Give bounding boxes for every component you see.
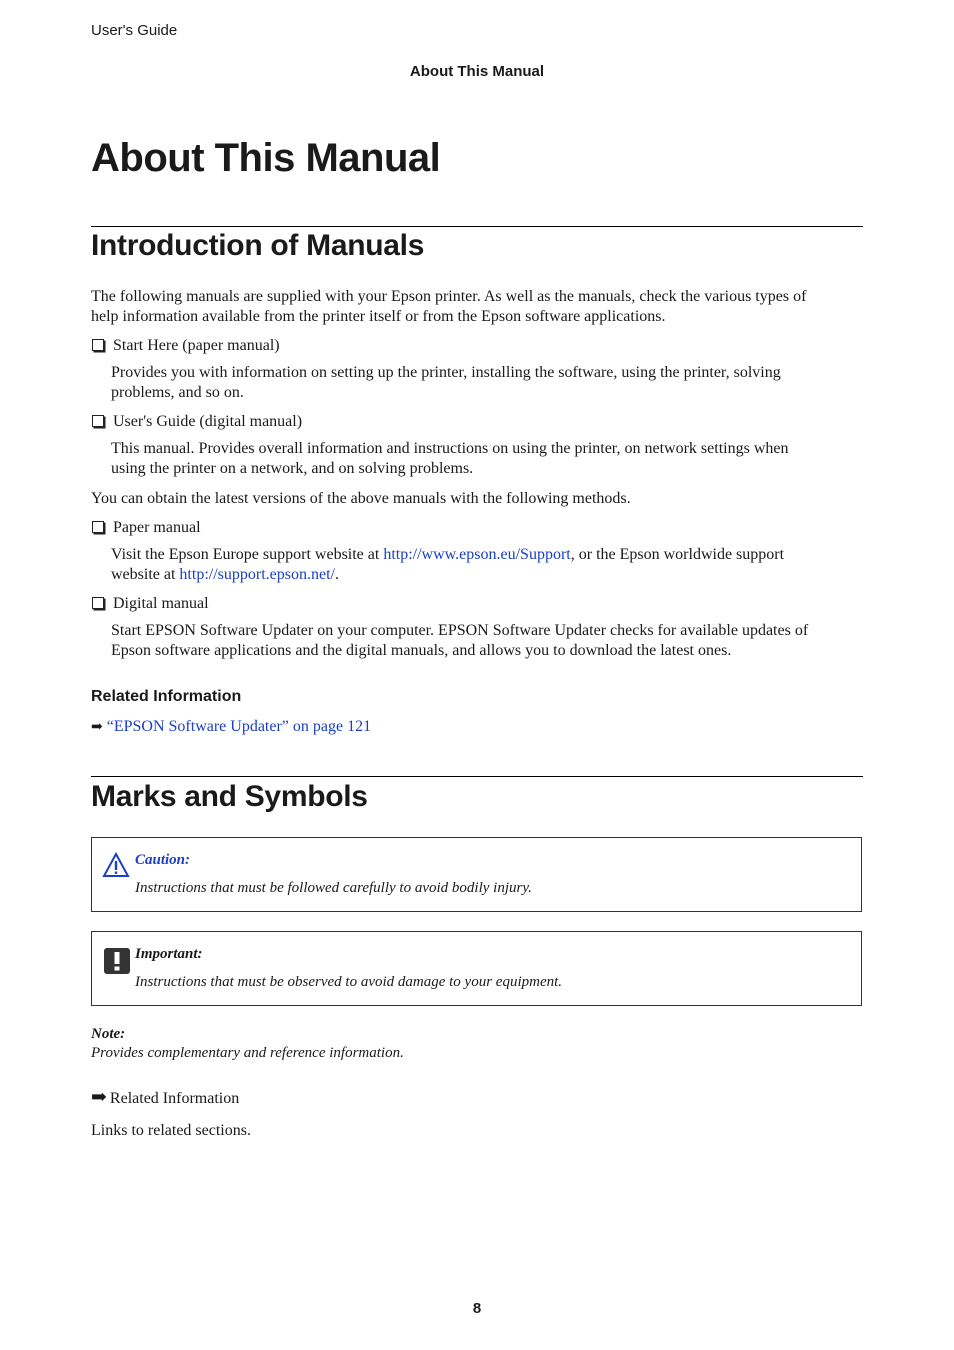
intro-line-1: The following manuals are supplied with your Epson printer. As well as the manuals, check the various types of — [91, 288, 807, 305]
description-line — [111, 545, 841, 565]
exclamation-icon — [104, 948, 130, 974]
epson-worldwide-support-link[interactable]: http://support.epson.net/ — [179, 566, 335, 583]
software-updater-link[interactable]: “EPSON Software Updater” on page 121 — [106, 718, 372, 735]
caution-box — [91, 837, 862, 912]
description-line: Epson software applications and the digital manuals, and allows you to download the latest ones. — [111, 642, 732, 659]
note-body: Provides complementary and reference information. — [91, 1045, 404, 1061]
important-box — [91, 931, 862, 1006]
list-item-label: Start Here (paper manual) — [113, 337, 280, 354]
checkbox-bullet-icon — [92, 597, 104, 609]
description-line: Start EPSON Software Updater on your computer. EPSON Software Updater checks for available updates of — [111, 622, 809, 639]
list-item-description — [111, 439, 841, 479]
important-title: Important: — [135, 946, 203, 962]
description-text: . — [334, 566, 339, 583]
section-divider — [91, 226, 863, 227]
arrow-right-icon: ➡ — [91, 720, 103, 735]
list-item-users-guide — [91, 412, 302, 432]
section-heading-introduction: Introduction of Manuals — [91, 229, 425, 262]
list-item-label: Digital manual — [113, 595, 209, 612]
related-link-row — [91, 717, 371, 738]
list-item-label: User's Guide (digital manual) — [113, 413, 303, 430]
intro-line-2: help information available from the printer itself or from the Epson software applications. — [91, 308, 666, 325]
list-item-description — [111, 621, 841, 661]
list-item-description — [111, 545, 841, 585]
note-title: Note: — [91, 1026, 126, 1042]
related-information-label: Related Information — [109, 1090, 240, 1107]
running-header-guide: User's Guide — [91, 22, 178, 39]
description-text: Visit the Epson Europe support website at — [111, 546, 384, 563]
running-header-section: About This Manual — [409, 63, 545, 80]
checkbox-bullet-icon — [92, 521, 104, 533]
arrow-right-icon: ➡ — [91, 1087, 107, 1108]
description-line — [111, 565, 841, 585]
caution-body: Instructions that must be followed carefully to avoid bodily injury. — [135, 880, 532, 896]
list-item-start-here — [91, 336, 280, 356]
epson-europe-support-link[interactable]: http://www.epson.eu/Support — [383, 546, 571, 563]
section-divider — [91, 776, 863, 777]
description-line: This manual. Provides overall information and instructions on using the printer, on network settings when — [111, 440, 789, 457]
related-information-description: Links to related sections. — [91, 1122, 251, 1139]
description-text: website at — [111, 566, 180, 583]
caution-title: Caution: — [135, 852, 191, 868]
description-line: problems, and so on. — [111, 384, 244, 401]
obtain-paragraph: You can obtain the latest versions of the above manuals with the following methods. — [91, 490, 631, 507]
list-item-paper-manual — [91, 518, 201, 538]
important-body: Instructions that must be observed to avoid damage to your equipment. — [135, 974, 563, 990]
checkbox-bullet-icon — [92, 415, 104, 427]
warning-triangle-icon — [102, 852, 130, 878]
page-number: 8 — [472, 1300, 482, 1317]
description-line: Provides you with information on setting up the printer, installing the software, using the printer, solving — [111, 364, 781, 381]
list-item-description — [111, 363, 841, 403]
checkbox-bullet-icon — [92, 339, 104, 351]
list-item-digital-manual — [91, 594, 209, 614]
description-text: , or the Epson worldwide support — [570, 546, 785, 563]
page-title: About This Manual — [91, 136, 441, 180]
intro-paragraph — [91, 287, 851, 327]
description-line: using the printer on a network, and on solving problems. — [111, 460, 474, 477]
list-item-label: Paper manual — [113, 519, 201, 536]
related-information-symbol-row — [91, 1088, 239, 1109]
related-information-heading: Related Information — [91, 688, 242, 705]
section-heading-marks: Marks and Symbols — [91, 780, 368, 813]
